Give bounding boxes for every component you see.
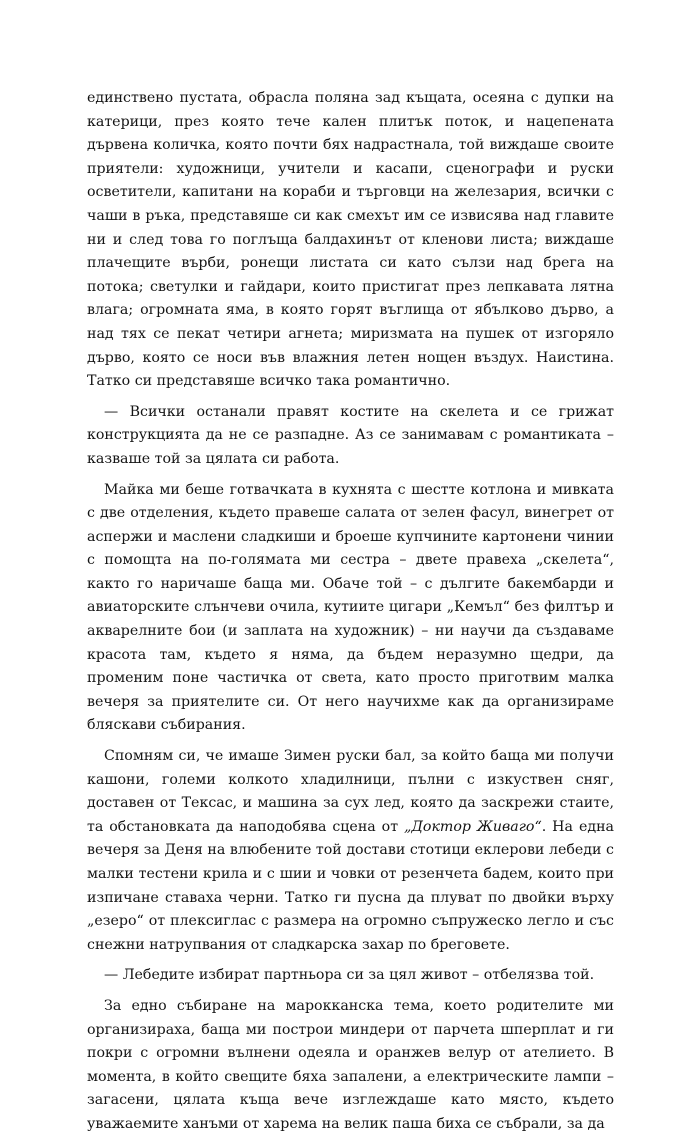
paragraph-2: — Всички останали правят костите на скелета и се грижат конструкцията да не се разпадне. Аз се занимавам с романтиката – казваше той за цялата си работа. [87, 403, 614, 467]
paragraph-4-text-before: Спомням си, че имаше Зимен руски бал, за който баща ми получи кашони, големи колкото хладилници, пълни с изкуствен сняг, доставен от Тексас, и машина за сух лед, която да заскрежи стаите, та обстановката да наподобява сцена от [87, 748, 614, 835]
paragraph-1: единствено пустата, обрасла поляна зад къщата, осеяна с дупки на катерици, през която тече кален плитък поток, и нацепената дървена количка, която почти бях надрастнала, той виждаше своите приятели: художници, учители и касапи, сценографи и руски осветители, капитани на кораби и търговци на железария, всички с чаши в ръка, представяше си как смехът им се извисява над главите ни и след това го поглъща балдахинът от кленови листа; виждаше плачещите върби, ронещи листата си като сълзи над брега на потока; светулки и гайдари, които пристигат през лепкавата лятна влага; огромната яма, в която горят въглища от ябълково дърво, а над тях се пекат четири агнета; миризмата на пушек от изгоряло дърво, която се носи във влажния летен нощен въздух. Наистина. Татко си представяше всичко така романтично. [87, 90, 614, 390]
paragraph-6: За едно събиране на марокканска тема, което родителите ми организираха, баща ми построи миндери от парчета шперплат и ги покри с огромни вълнени одеяла и оранжев велур от ателието. В момента, в който свещите бяха запалени, а електрическите лампи – загасени, цялата къща вече изглеждаше като място, където уважаемите ханъми от харема на велик паша биха се събрали, за да [87, 997, 614, 1132]
book-title-emphasis: „Доктор Живаго“ [404, 818, 542, 835]
paragraph-4 [87, 745, 614, 957]
paragraph-5: — Лебедите избират партньора си за цял живот – отбелязва той. [104, 967, 595, 984]
paragraph-3: Майка ми беше готвачката в кухнята с шестте котлона и мивката с две отделения, където правеше салата от зелен фасул, винегрет от аспержи и маслени сладкиши и броеше купчините картонени чинии с помощта на по-голямата ми сестра – двете правеха „скелета“, както го наричаше баща ми. Обаче той – с дългите бакембарди и авиаторските слънчеви очила, кутиите цигари „Кемъл“ без филтър и акварелните бои (и заплата на художник) – ни научи да създаваме красота там, където я няма, да бъдем неразумно щедри, да променим поне частичка от света, като просто приготвим малка вечеря за приятелите си. От него научихме как да организираме бляскави събирания. [87, 481, 614, 734]
paragraph-4-text-after: . На една вечеря за Деня на влюбените той достави стотици еклерови лебеди с малки тестени крила и с шии и човки от резенчета бадем, които при изпичане ставаха черни. Татко ги пусна да плуват по двойки върху „езеро“ от плексиглас с размера на огромно съпружеско легло и със снежни натрупвания от сладкарска захар по бреговете. [87, 818, 614, 953]
document-page [87, 87, 614, 1137]
